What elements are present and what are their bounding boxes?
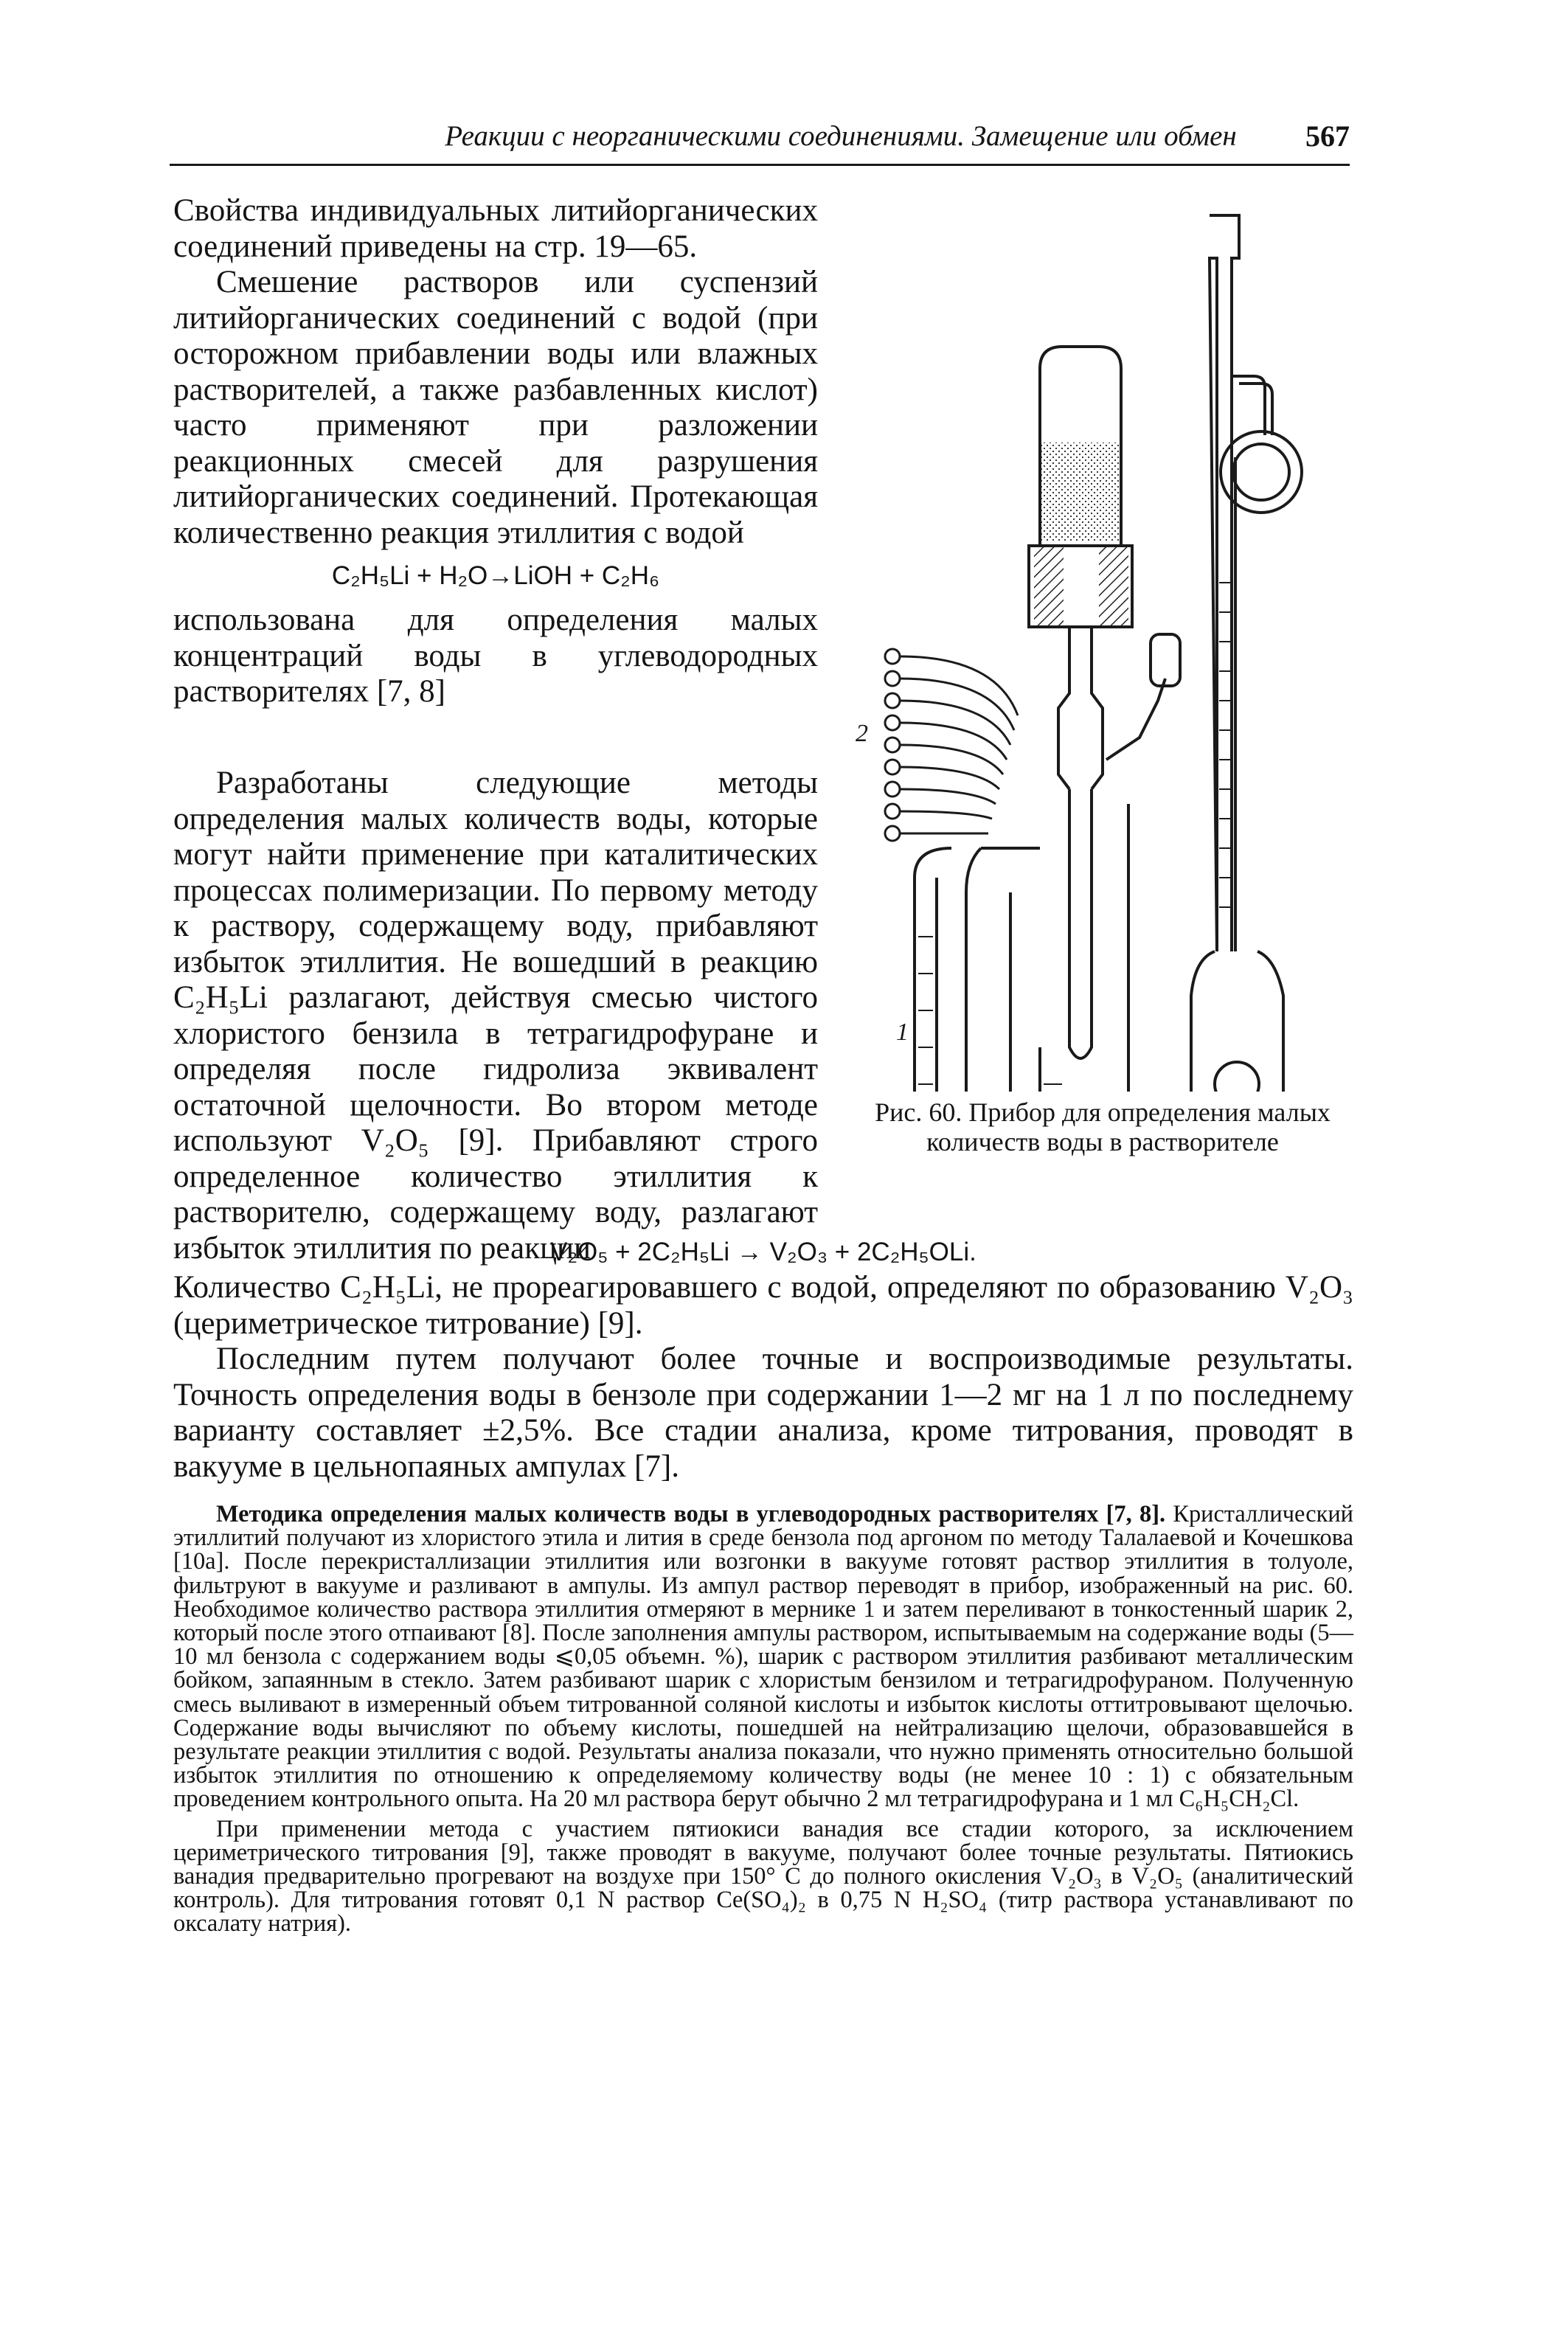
apparatus-diagram [848, 199, 1350, 1092]
paragraph-quantity: Количество C₂H₅Li, не прореагировавшего с водой, определяют по образованию V₂O₃ (цериметрическое титрование) [9]. [173, 1270, 1353, 1341]
stopper-hatch-right [1099, 547, 1128, 625]
method-title: Методика определения малых количеств воды в углеводородных растворителях [7, 8]. [216, 1501, 1166, 1527]
method-section [173, 1502, 1353, 1936]
paragraph-results: Последним путем получают более точные и воспроизводимые результаты. Точность определения воды в бензоле при содержании 1—2 мг на 1 л по последнему варианту составляет ±2,5%. Все стадии анализа, кроме титрования, проводят в вакууме в цельнопаяных ампулах [7]. [173, 1342, 1353, 1484]
left-column-top [173, 193, 818, 710]
formula-vanadium: V₂O₅ + 2C₂H₅Li → V₂O₃ + 2C₂H₅OLi. [550, 1238, 976, 1266]
full-width-body [173, 1235, 1353, 1936]
left-column-methods [173, 766, 818, 1266]
figure-caption: Рис. 60. Прибор для определения малых количеств воды в растворителе [875, 1097, 1331, 1156]
label-1: 1 [896, 1019, 909, 1046]
figure-apparatus [848, 199, 1350, 1092]
method-vanadium-paragraph: При применении метода с участием пятиокиси ванадия все стадии которого, за исключением цериметрического титрования [9], также проводят в вакууме, получают более точные результаты. Пятиокись ванадия предварительно прогревают на воздухе при 150° C до полного окисления V₂O₃ в V₂O₅ (аналитический контроль). Для титрования готовят 0,1 N раствор Ce(SO₄)₂ в 0,75 N H₂SO₄ (титр раствора устанавливают по оксалату натрия). [173, 1815, 1353, 1938]
paragraph-methods: Разработаны следующие методы определения малых количеств воды, которые могут найти применение при каталитических процессах полимеризации. По первому методу к раствору, содержащему воду, прибавляют избыток этиллития. Не вошедший в реакцию C₂H₅Li разлагают, действуя смесью чистого хлористого бензила в тетрагидрофуране и определяя после гидролиза эквивалент остаточной щелочности. Во втором методе используют V₂O₅ [9]. Прибавляют строго определенное количество этиллития к растворителю, содержащему воду, разлагают избыток этиллития по реакции [173, 766, 818, 1266]
method-paragraph [173, 1502, 1353, 1811]
paragraph-mixing: Смешение растворов или суспензий литийорганических соединений с водой (при осторожном прибавлении воды или влажных растворителей, а также разбавленных кислот) часто применяют при разложении реакционных смесей для разрушения литийорганических соединений. Протекающая количественно реакция этиллития с водой [173, 265, 818, 550]
label-2: 2 [856, 720, 868, 747]
paragraph-usage: использована для определения малых концентраций воды в углеводородных растворителях [7, 8] [173, 603, 818, 709]
paragraph-properties: Свойства индивидуальных литийорганических соединений приведены на стр. 19—65. [173, 193, 818, 264]
page-number: 567 [1305, 119, 1350, 153]
stopper-hatch-left [1034, 547, 1064, 625]
dotted-solid [1041, 443, 1120, 542]
formula-hydrolysis: C₂H₅Li + H₂O→LiOH + C₂H₆ [331, 561, 660, 590]
method-text: Кристаллический этиллитий получают из хлористого этила и лития в среде бензола под аргоном по методу Талалаевой и Кочешкова [10а]. После перекристаллизации этиллития или возгонки в вакууме готовят раствор этиллития в толуоле, фильтруют в вакууме и разливают в ампулы. Из ампул раствор переводят в прибор, изображенный на рис. 60. Необходимое количество раствора этиллития отмеряют в мернике 1 и затем переливают в тонкостенный шарик 2, который после этого отпаивают [8]. После заполнения ампулы раствором, испытываемым на содержание воды (5—10 мл бензола с содержанием воды ⩽0,05 объемн. %), шарик с раствором этиллития разбивают металлическим бойком, запаянным в стекло. Затем разбивают шарик с хлористым бензилом и тетрагидрофураном. Полученную смесь выливают в измеренный объем титрованной соляной кислоты и избыток кислоты оттитровывают щелочью. Содержание воды вычисляют по объему кислоты, пошедшей на нейтрализацию щелочи, образовавшейся в результате реакции этиллития с водой. Результаты анализа показали, что нужно применять относительно большой избыток этиллития по отношению к определяемому количеству воды (не менее 10 : 1) с обязательным проведением контрольного опыта. На 20 мл раствора берут обычно 2 мл тетрагидрофурана и 1 мл C₆H₅CH₂Cl. [173, 1501, 1353, 1813]
header-rule [170, 164, 1350, 166]
body-text [173, 1270, 1353, 1485]
running-header: Реакции с неорганическими соединениями. Замещение или обмен [445, 120, 1237, 152]
